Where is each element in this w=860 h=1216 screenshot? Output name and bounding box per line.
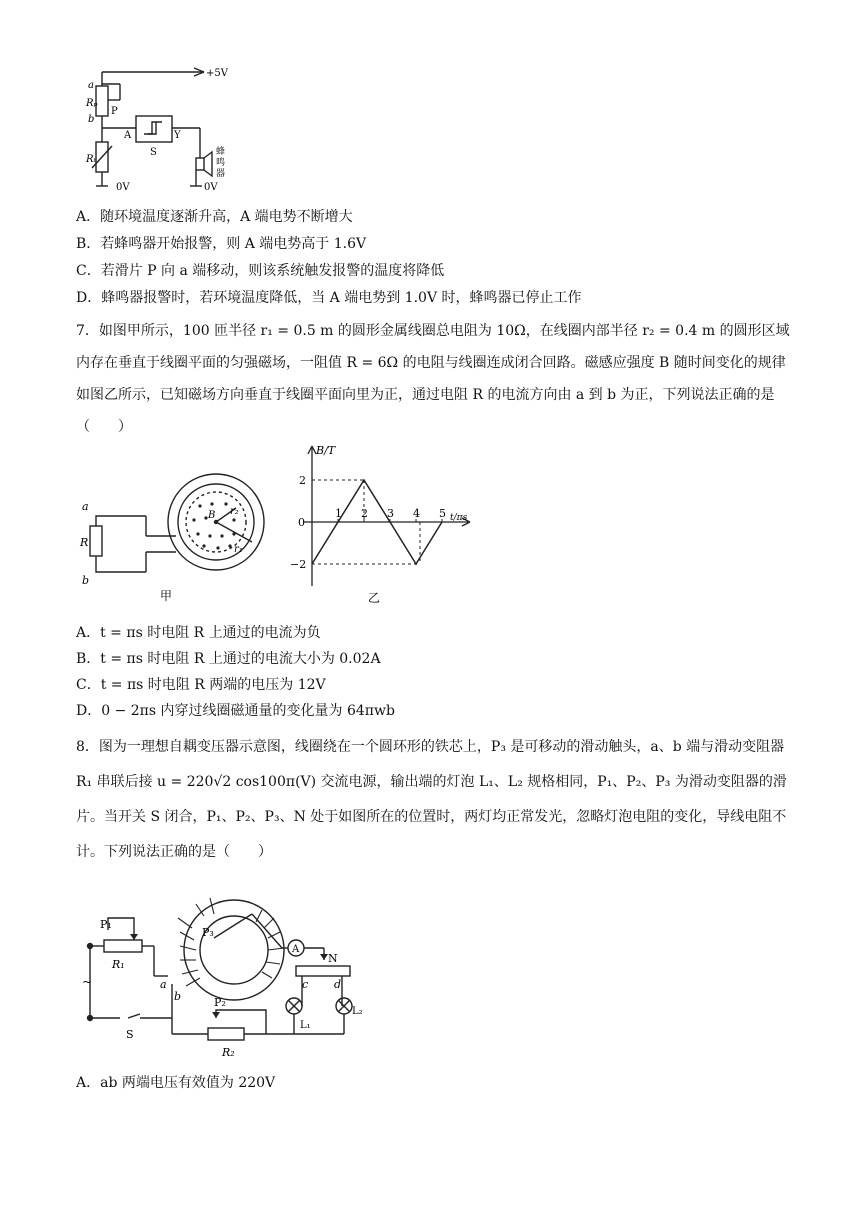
x-tick-label: 5 [439,507,446,520]
coil-r1-label: r₁ [234,544,243,555]
buzzer-char-2: 鸣 [216,158,226,168]
x-tick-label: 3 [387,507,394,520]
coil-resistor-label: R [80,536,89,549]
b-t-graph [286,440,506,608]
label-r1: R₁ [112,958,125,971]
coil-field-label: B [208,510,216,521]
rp-label: Rₚ [86,98,98,109]
label-l2: L₂ [352,1006,363,1017]
x-axis-label: t/πs [450,513,468,523]
q7-option-c: C．t = πs 时电阻 R 两端的电压为 12V [76,677,326,693]
q6-option-b: B．若蜂鸣器开始报警，则 A 端电势高于 1.6V [76,236,367,252]
label-l1: L₁ [300,1020,311,1031]
y-axis-label: B/T [316,444,336,457]
buzzer-char-1: 蜂 [216,147,226,157]
label-p2: P₂ [214,996,226,1009]
caption-yi: 乙 [368,591,381,605]
rt-label: Rₜ [86,154,96,165]
coil-node-a: a [82,500,89,513]
node-b-label: b [88,114,95,125]
supply-label: +5V [206,68,228,79]
node-a-label: a [88,80,94,91]
y-tick-neg2: −2 [290,558,307,571]
x-tick-label: 2 [361,507,368,520]
q6-option-d: D．蜂鸣器报警时，若环境温度降低，当 A 端电势到 1.0V 时，蜂鸣器已停止工作 [76,290,582,306]
y-tick-2: 2 [299,474,306,487]
q6-option-a: A．随环境温度逐渐升高，A 端电势不断增大 [76,209,353,225]
label-p3: P₃ [202,926,214,939]
label-d: d [334,978,342,991]
label-ammeter: A [292,944,300,955]
q7-option-d: D．0 − 2πs 内穿过线圈磁通量的变化量为 64πwb [76,703,395,719]
q8-stem: 8．图为一理想自耦变压器示意图，线圈绕在一个圆环形的铁芯上，P₃ 是可移动的滑动触头，a、b 端与滑动变阻器 R₁ 串联后接 u = 220√2 cos100π(V) 交流电源，输出端的灯泡 L₁、L₂ 规格相同，P₁、P₂、P₃ 为滑动变阻器的滑片。当开关 S 闭合，P₁、P₂、P₃、N 处于如图所在的位置时，两灯均正常发光，忽略灯泡电阻的变化，导线电阻不计。下列说法正确的是（ ） [76,739,787,860]
label-a: a [160,978,167,991]
label-b: b [174,990,182,1003]
buzzer-char-3: 器 [216,169,226,179]
coil-figure [76,456,276,606]
ground2-label: 0V [204,182,218,192]
transformer-figure [76,888,366,1064]
label-switch-s: S [126,1028,134,1041]
q7-option-b: B．t = πs 时电阻 R 上通过的电流大小为 0.02A [76,651,381,667]
label-p1: P₁ [100,918,112,931]
q8-option-a: A．ab 两端电压有效值为 220V [76,1075,276,1091]
caption-jia: 甲 [160,589,173,603]
coil-node-b: b [82,574,90,587]
q6-option-c: C．若滑片 P 向 a 端移动，则该系统触发报警的温度将降低 [76,263,445,279]
slider-p-label: P [111,106,118,117]
node-A-label: A [124,130,132,141]
q7-stem: 7．如图甲所示，100 匝半径 r₁ = 0.5 m 的圆形金属线圈总电阻为 10Ω，在线圈内部半径 r₂ = 0.4 m 的圆形区域内存在垂直于线圈平面的匀强磁场，一阻值 R = 6Ω 的电阻与线圈连成闭合回路。磁感应强度 B 随时间变化的规律如图乙所示，已知磁场方向垂直于线圈平面向里为正，通过电阻 R 的电流方向由 a 到 b 为正，下列说法正确的是（ ） [76,323,790,435]
q7-option-a: A．t = πs 时电阻 R 上通过的电流为负 [76,625,321,641]
ground1-label: 0V [116,182,130,192]
label-c: c [302,978,309,991]
label-n: N [328,952,338,965]
node-Y-label: Y [174,130,181,141]
alarm-circuit-figure [76,62,246,192]
x-tick-label: 1 [335,507,342,520]
label-r2: R₂ [222,1046,235,1059]
origin-label: 0 [298,516,305,529]
label-ac-source: ~ [82,975,93,989]
switch-S-label: S [150,147,157,158]
coil-r2-label: r₂ [230,506,239,517]
x-tick-label: 4 [413,507,420,520]
